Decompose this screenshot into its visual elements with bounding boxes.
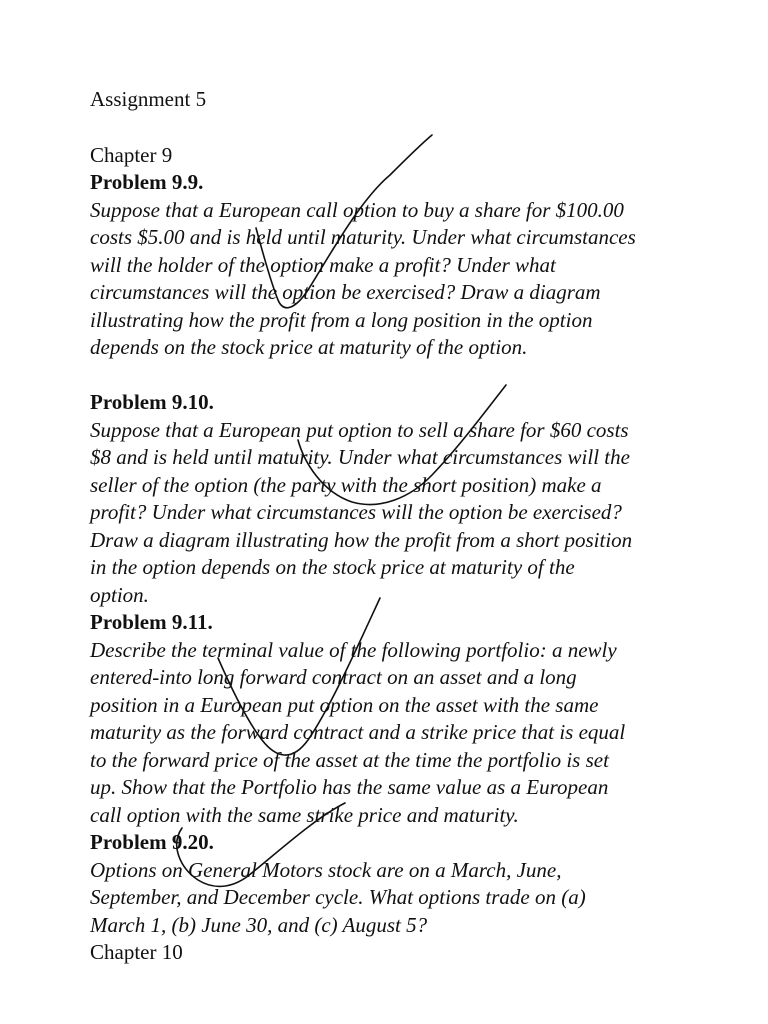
problem-text-line: seller of the option (the party with the short position) make a [90,473,602,497]
problem-text-line: costs $5.00 and is held until maturity. Under what circumstances [90,225,636,249]
problem-text-line: Options on General Motors stock are on a March, June, [90,858,562,882]
problem-text-line: Suppose that a European call option to buy a share for $100.00 [90,198,624,222]
problem-text-line: Describe the terminal value of the following portfolio: a newly [90,638,617,662]
problem-text-line: March 1, (b) June 30, and (c) August 5? [90,913,428,937]
problem-text-line: call option with the same strike price and maturity. [90,803,519,827]
problem-text-line: will the holder of the option make a profit? Under what [90,253,556,277]
problem-text-line: depends on the stock price at maturity of the option. [90,335,528,359]
problem-heading: Problem 9.10. [90,390,214,414]
chapter-9-heading: Chapter 9 [90,143,173,167]
problem-text-line: to the forward price of the asset at the time the portfolio is set [90,748,609,772]
problem-text-line: position in a European put option on the asset with the same [90,693,599,717]
problem-text-line: $8 and is held until maturity. Under what circumstances will the [90,445,630,469]
problem-text-line: in the option depends on the stock price at maturity of the [90,555,575,579]
problem-text-line: profit? Under what circumstances will the option be exercised? [90,500,622,524]
problem-text-line: up. Show that the Portfolio has the same value as a European [90,775,609,799]
problem-heading: Problem 9.20. [90,830,214,854]
problem-text-line: maturity as the forward contract and a strike price that is equal [90,720,626,744]
problem-text-line: Suppose that a European put option to sell a share for $60 costs [90,418,629,442]
problem-text-line: September, and December cycle. What options trade on (a) [90,885,586,909]
problem-text-line: option. [90,583,149,607]
problem-text-line: entered-into long forward contract on an asset and a long [90,665,577,689]
chapter-10-heading: Chapter 10 [90,940,183,964]
assignment-title: Assignment 5 [90,87,207,111]
problem-text-line: illustrating how the profit from a long position in the option [90,308,593,332]
problem-heading: Problem 9.9. [90,170,204,194]
problem-text-line: circumstances will the option be exercised? Draw a diagram [90,280,601,304]
problem-text-line: Draw a diagram illustrating how the profit from a short position [90,528,633,552]
problem-heading: Problem 9.11. [90,610,213,634]
